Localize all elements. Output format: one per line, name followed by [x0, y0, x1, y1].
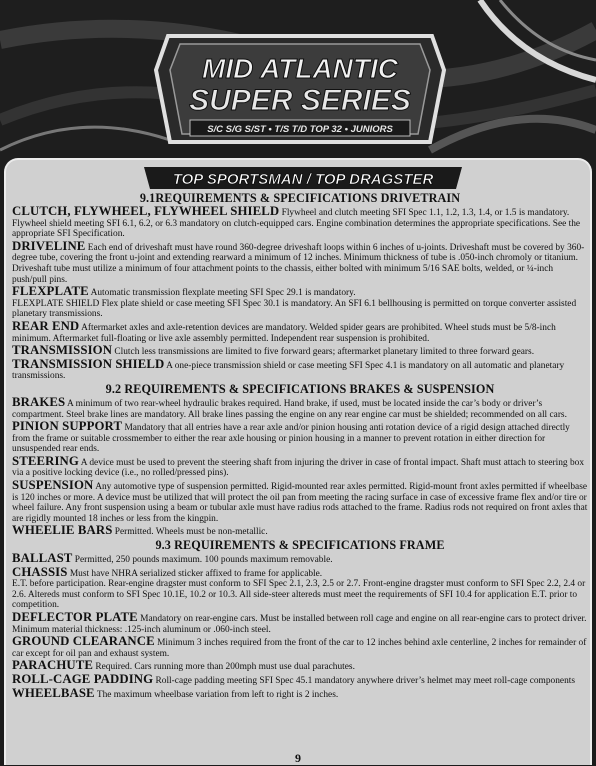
rule-term: STEERING [12, 453, 79, 468]
rule-text: Automatic transmission flexplate meeting SFI Spec 29.1 is mandatory. FLEXPLATE SHIELD Flex plate shield or case meeting SFI Spec 30.1 is mandatory. An SFI 6.1 bellhousing is permitted on torque converter assisted planetary transmissions. [12, 288, 577, 320]
rules-panel [4, 158, 592, 765]
rule-text: Mandatory on rear-engine cars. Must be installed between roll cage and engine on all rear-engine cars to protect driver. Minimum material thickness: .125-inch aluminum or .060-inch steel. [12, 614, 587, 635]
rule-entry [12, 286, 588, 320]
rule-text: Roll-cage padding meeting SFI Spec 45.1 mandatory anywhere driver’s helmet may meet roll-cage components [153, 675, 576, 686]
series-logo [150, 30, 450, 158]
rule-text: A minimum of two rear-wheel hydraulic brakes required. Hand brake, if used, must be located inside the car’s body or driver’s compartment. Steel brake lines are mandatory. All brake lines passing the engine on any rear engine car must be shielded; recommended on all cars. [12, 398, 567, 420]
rule-term: DEFLECTOR PLATE [12, 610, 138, 624]
rule-entry [12, 238, 588, 285]
rule-entry [12, 394, 588, 420]
rules-document [12, 191, 588, 701]
rule-text: A one-piece transmission shield or case meeting SFI Spec 4.1 is mandatory on all automatic and planetary transmissions. [12, 360, 565, 382]
rule-text: Each end of driveshaft must have round 360-degree driveshaft loops within 6 inches of u-joints. Driveshaft must be covered by 360-degree tube, covering the front u-joint and extending rearward a minimum of 12 inches. Minimum thickness of tube is .050-inch chromoly or titanium. Driveshaft tube must utilize a minimum of four attachment points to the chassis, either bolted with minimum 5/16 SAE bolts, welded, or ¼-inch push/pull pins. [12, 242, 585, 285]
rule-entry [12, 453, 588, 479]
rule-text: Must have NHRA serialized sticker affixed to frame for applicable. E.T. before participation. Rear-engine dragster must conform to SFI Spec 2.1, 2.3, 2.5 or 2.7. Front-engine dragster must conform to SFI Spec 2.2, 2.4 or 2.6. Altereds must conform to SFI Spec 10.1E, 10.2 or 10.3. All side-steer altereds must meet the requirements of SFI 10.4 for application E.T. prior to competition. [12, 568, 586, 611]
rule-text: Clutch less transmissions are limited to five forward gears; aftermarket planetary limited to three forward gears. [112, 347, 535, 358]
page-number: 9 [295, 751, 301, 765]
rule-entry [12, 206, 588, 240]
rule-entry [12, 525, 588, 538]
rule-term: DRIVELINE [12, 238, 86, 253]
rule-entry [12, 318, 588, 344]
rule-term: TRANSMISSION SHIELD [12, 356, 165, 371]
section-heading: 9.3 REQUIREMENTS & SPECIFICATIONS FRAME [155, 538, 445, 553]
section-heading: 9.1REQUIREMENTS & SPECIFICATIONS DRIVETRAIN [139, 191, 461, 205]
rule-entry [12, 480, 588, 524]
rule-entry [12, 421, 588, 455]
banner-title: TOP SPORTSMAN / TOP DRAGSTER [172, 171, 434, 188]
rule-entry [12, 612, 588, 635]
rule-text: Permitted, 250 pounds maximum. 100 pounds maximum removable. [72, 555, 333, 566]
svg-text:SUPER SERIES: SUPER SERIES [189, 84, 411, 117]
rule-text: Minimum 3 inches required from the front of the car to 12 inches behind axle centerline, 2 inches for remainder of car except for oil pan and exhaust system. [12, 638, 587, 659]
logo-classes-text: S/C S/G S/ST • T/S T/D TOP 32 • JUNIORS [207, 124, 393, 135]
rule-term: PINION SUPPORT [12, 419, 123, 434]
rule-term: TRANSMISSION [12, 343, 113, 358]
svg-text:MID ATLANTIC: MID ATLANTIC [202, 53, 398, 84]
rule-term: BRAKES [12, 394, 66, 409]
rule-text: Aftermarket axles and axle-retention devices are mandatory. Welded spider gears are prohibited. Wheel studs must be 5/8-inch minimum. Aftermarket full-floating or live axle assembly permitted. Independent rear suspension is prohibited. [12, 322, 556, 344]
rule-entry [12, 356, 588, 382]
rule-term: WHEELBASE [12, 685, 95, 700]
rule-term: WHEELIE BARS [12, 523, 113, 538]
rule-text: Required. Cars running more than 200mph must use dual parachutes. [93, 662, 355, 673]
rule-term: GROUND CLEARANCE [12, 634, 155, 649]
rule-term: CHASSIS [12, 564, 68, 579]
rule-text: Mandatory that all entries have a rear axle and/or pinion housing anti rotation device of a rigid design attached directly from the frame or suitable crossmember to either the rear axle housing or pinion housing in a manner to prevent rotation in either direction for unsuspended rear ends. [12, 423, 570, 455]
rule-term: BALLAST [12, 551, 73, 566]
section-heading: 9.2 REQUIREMENTS & SPECIFICATIONS BRAKES & SUSPENSION [105, 381, 495, 396]
rule-term: ROLL-CAGE PADDING [12, 671, 154, 686]
rule-text: A device must be used to prevent the steering shaft from injuring the driver in case of frontal impact. Shaft must attach to steering box via a positive locking device (i.e., no rolled/pressed pins). [12, 457, 585, 479]
rule-term: CLUTCH, FLYWHEEL, FLYWHEEL SHIELD [12, 204, 280, 218]
rule-entry [12, 564, 588, 611]
rule-text: Flywheel and clutch meeting SFI Spec 1.1, 1.2, 1.3, 1.4, or 1.5 is mandatory. Flywheel shield meeting SFI 6.1, 6.2, or 6.3 mandatory on clutch-equipped cars. Engine combination determines the appropriate specifications. See the appropriate SFI Specification. [12, 208, 581, 240]
rule-text: The maximum wheelbase variation from left to right is 2 inches. [94, 689, 339, 700]
rule-text: Permitted. Wheels must be non-metallic. [112, 527, 268, 538]
rule-entry [12, 553, 588, 566]
rule-term: FLEXPLATE [12, 284, 89, 299]
rule-term: SUSPENSION [12, 478, 94, 493]
rule-text: Any automotive type of suspension permitted. Rigid-mounted rear axles permitted. Rigid-mount front axles permitted if wheelbase is 120 inches or more. A device must be utilized that will protect the oil pan from meeting the racing surface in case of excessive frame flex and/or tire or wheel failure. Any front suspension using a beam or tubular axle must have radius rods attached to the frame. Radius rods not required on front axles that are rigidly mounted 18 inches or less from the kingpin. [12, 482, 588, 524]
rule-term: PARACHUTE [12, 658, 93, 673]
rule-entry [12, 685, 588, 701]
rule-term: REAR END [12, 318, 80, 333]
rule-entry [12, 636, 588, 659]
rule-entry [12, 671, 588, 687]
title-banner [138, 164, 468, 192]
